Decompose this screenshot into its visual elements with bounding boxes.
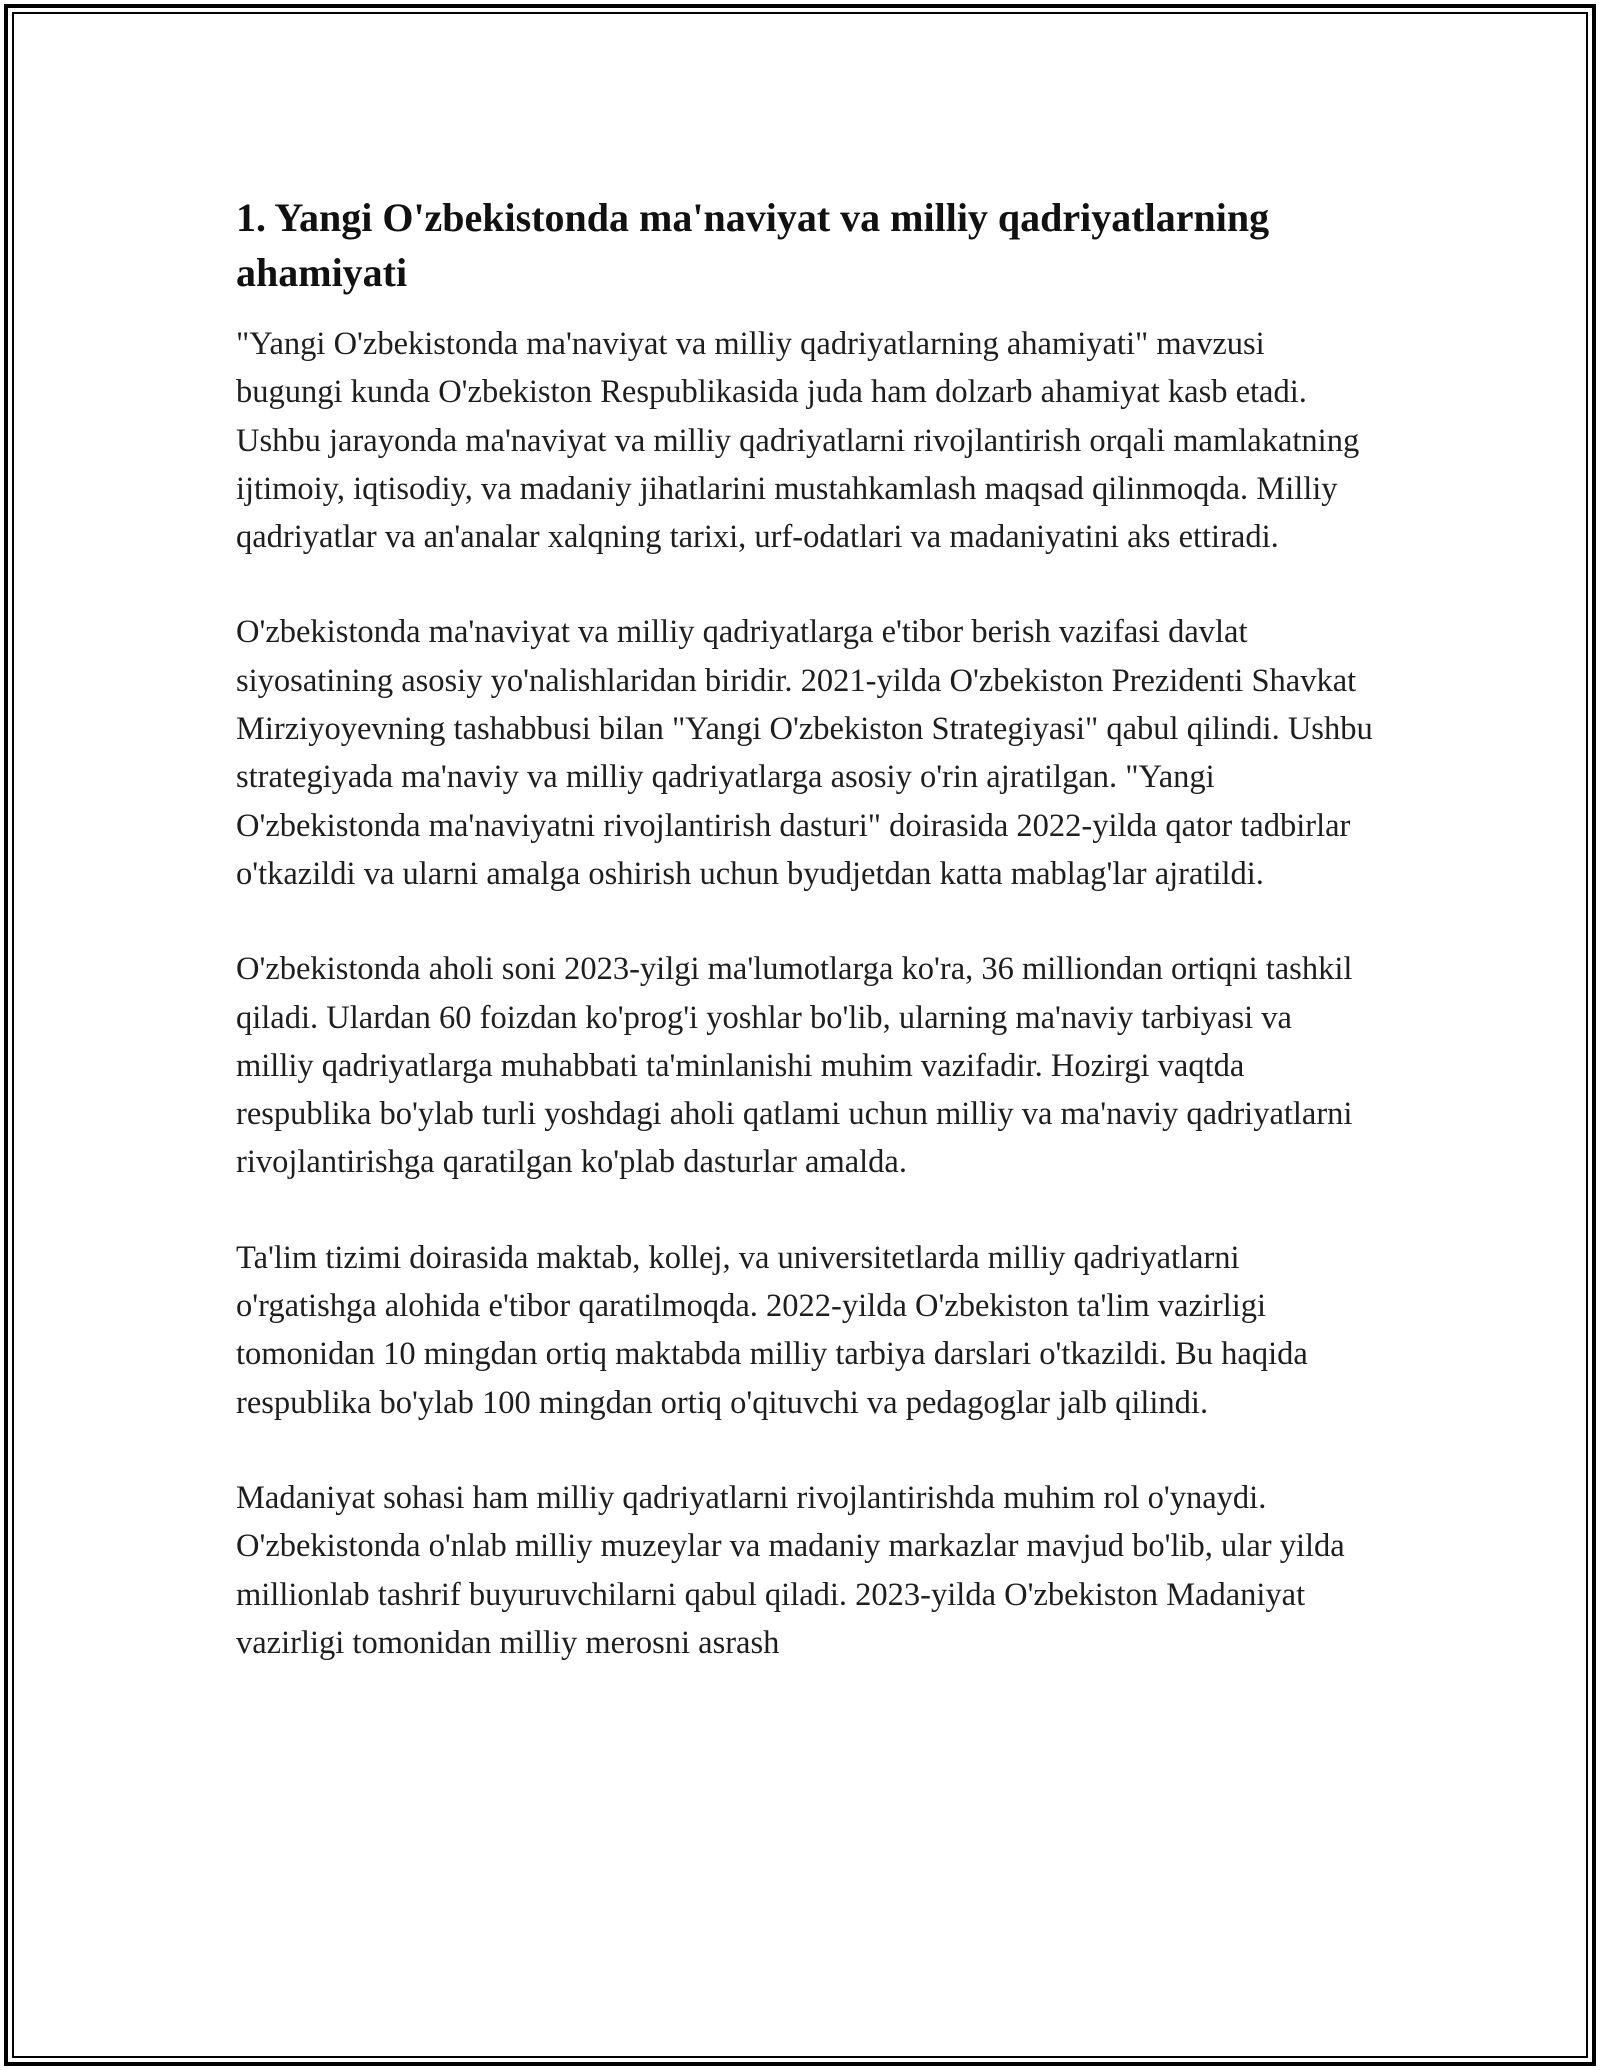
paragraph-3: O'zbekistonda aholi soni 2023-yilgi ma'lumotlarga ko'ra, 36 milliondan ortiqni tashkil qiladi. Ulardan 60 foizdan ko'prog'i yoshlar bo'lib, ularning ma'naviy tarbiyasi va milliy qadriyatlarga muhabbati ta'minlanishi muhim vazifadir. Hozirgi vaqtda respublika bo'ylab turli yoshdagi aholi qatlami uchun milliy va ma'naviy qadriyatlarni rivojlantirishga qaratilgan ko'plab dasturlar amalda. [236, 951, 1353, 1181]
section-title: 1. Yangi O'zbekistonda ma'naviyat va milliy qadriyatlarning ahamiyati [236, 195, 1270, 295]
document-body [236, 190, 1376, 1667]
paragraph-2: O'zbekistonda ma'naviyat va milliy qadriyatlarga e'tibor berish vazifasi davlat siyosatining asosiy yo'nalishlaridan biridir. 2021-yilda O'zbekiston Prezidenti Shavkat Mirziyoyevning tashabbusi bilan "Yangi O'zbekiston Strategiyasi" qabul qilindi. Ushbu strategiyada ma'naviy va milliy qadriyatlarga asosiy o'rin ajratilgan. "Yangi O'zbekistonda ma'naviyatni rivojlantirish dasturi" doirasida 2022-yilda qator tadbirlar o'tkazildi va ularni amalga oshirish uchun byudjetdan katta mablag'lar ajratildi. [236, 614, 1373, 892]
paragraph-4: Ta'lim tizimi doirasida maktab, kollej, va universitetlarda milliy qadriyatlarni o'rgatishga alohida e'tibor qaratilmoqda. 2022-yilda O'zbekiston ta'lim vazirligi tomonidan 10 mingdan ortiq maktabda milliy tarbiya darslari o'tkazildi. Bu haqida respublika bo'ylab 100 mingdan ortiq o'qituvchi va pedagoglar jalb qilindi. [236, 1239, 1308, 1421]
paragraph-5: Madaniyat sohasi ham milliy qadriyatlarni rivojlantirishda muhim rol o'ynaydi. O'zbekistonda o'nlab milliy muzeylar va madaniy markazlar mavjud bo'lib, ular yilda millionlab tashrif buyuruvchilarni qabul qiladi. 2023-yilda O'zbekiston Madaniyat vazirligi tomonidan milliy merosni asrash [236, 1479, 1345, 1661]
paragraph-1: "Yangi O'zbekistonda ma'naviyat va milliy qadriyatlarning ahamiyati" mavzusi bugungi kunda O'zbekiston Respublikasida juda ham dolzarb ahamiyat kasb etadi. Ushbu jarayonda ma'naviyat va milliy qadriyatlarni rivojlantirish orqali mamlakatning ijtimoiy, iqtisodiy, va madaniy jihatlarini mustahkamlash maqsad qilinmoqda. Milliy qadriyatlar va an'analar xalqning tarixi, urf-odatlari va madaniyatini aks ettiradi. [236, 326, 1360, 556]
